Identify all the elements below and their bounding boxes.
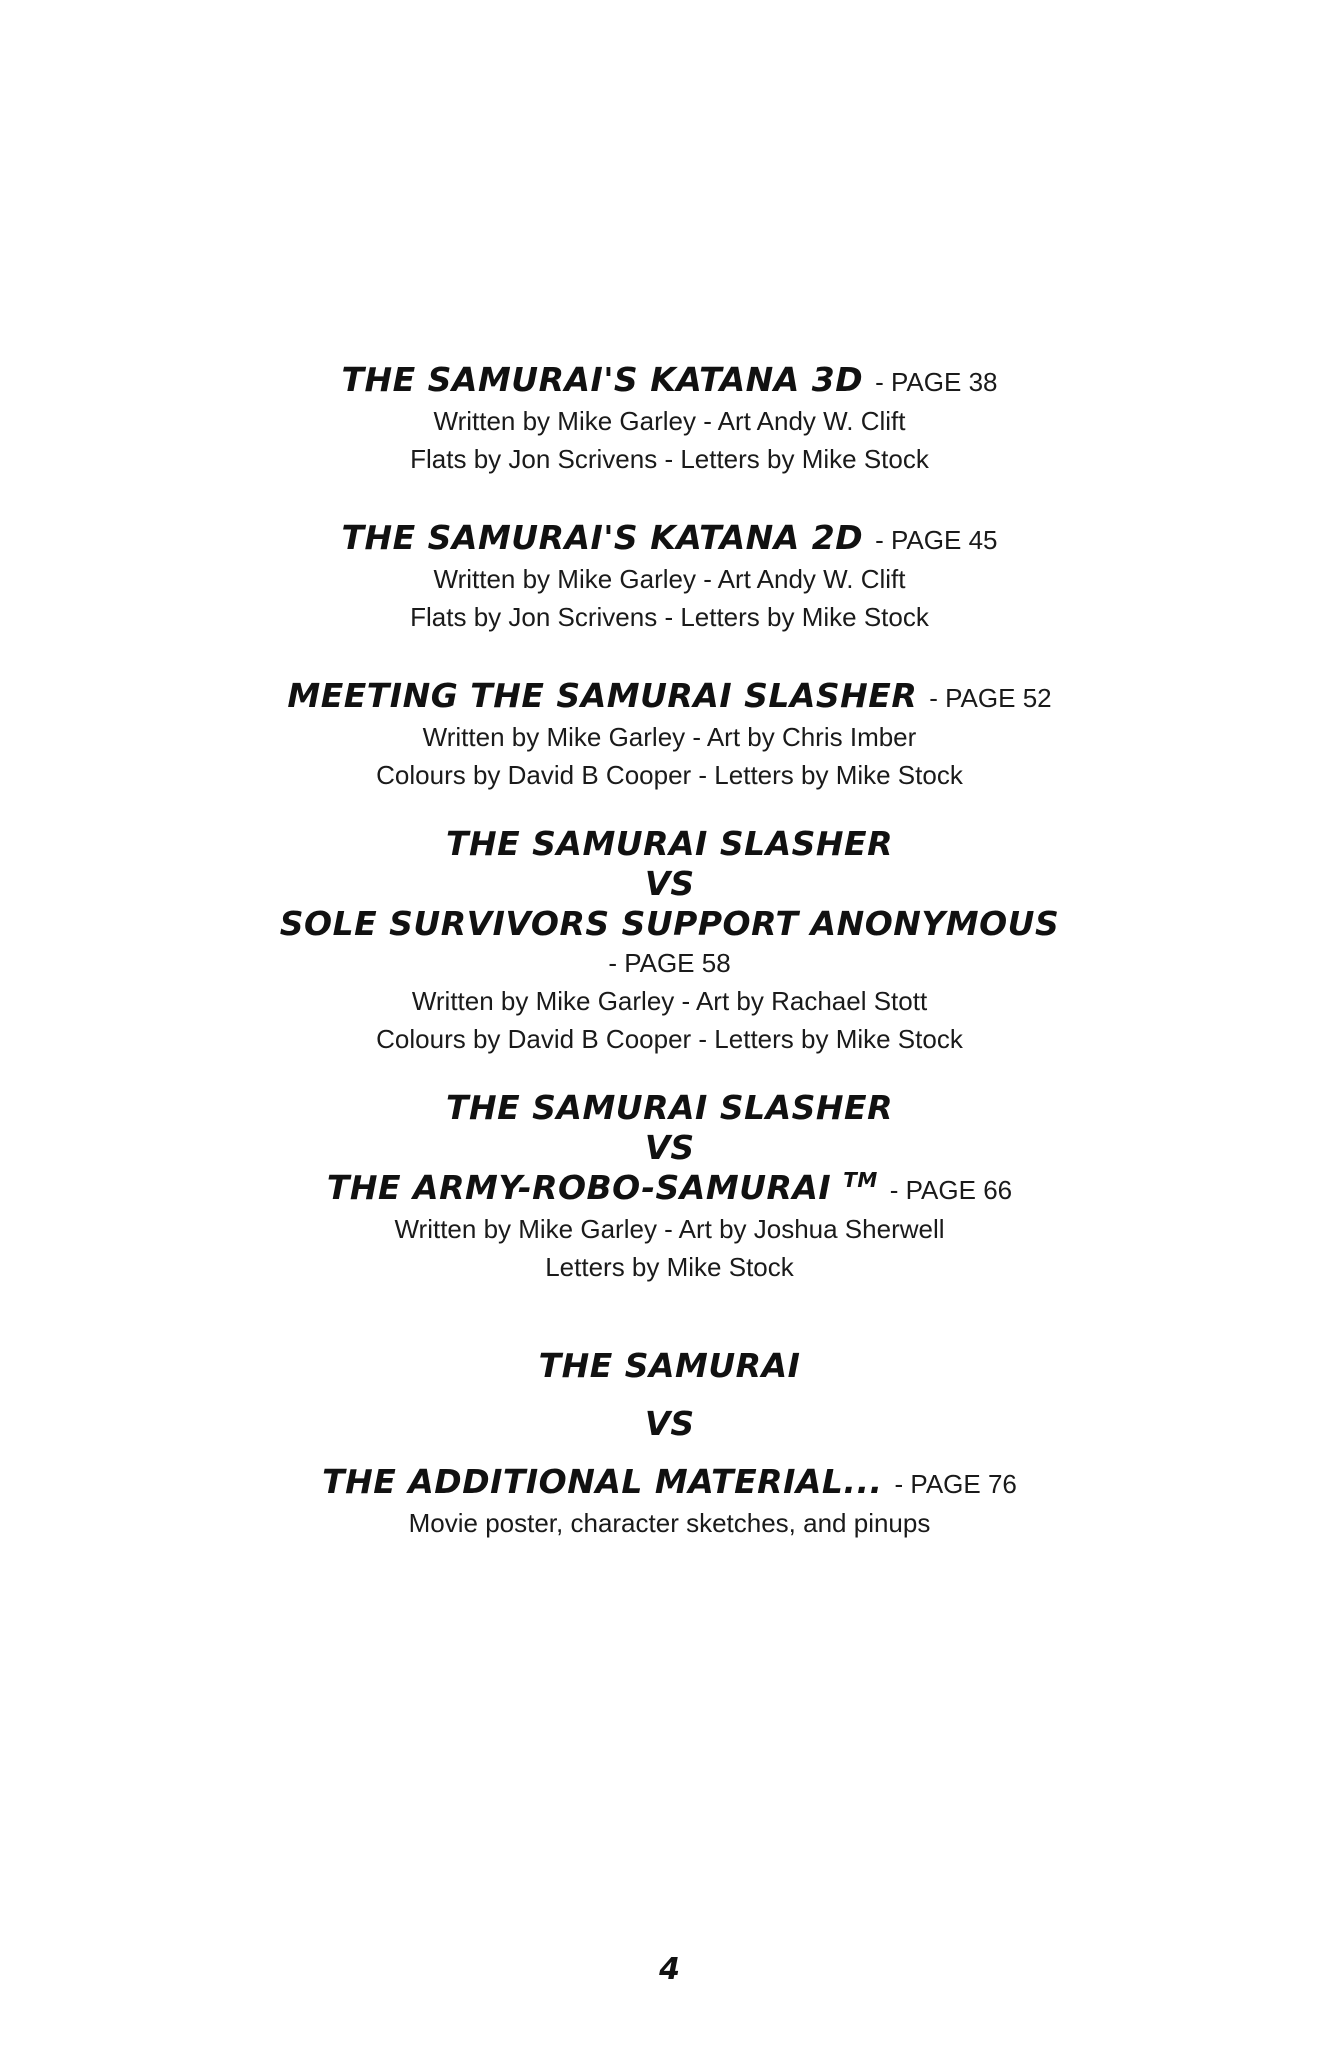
entry-title-line (0, 676, 1339, 718)
entry-credit: Movie poster, character sketches, and pinups (408, 1508, 931, 1538)
entry-credit: Colours by David B Cooper - Letters by Mike Stock (376, 760, 963, 790)
entry-page-ref: - PAGE 38 (875, 367, 998, 397)
entry-title-top: THE SAMURAI SLASHER (446, 824, 893, 863)
entry-page-ref: - PAGE 52 (929, 683, 1052, 713)
entry-title-line (0, 360, 1339, 402)
entry-vs: VS (644, 1404, 695, 1443)
trademark-symbol: TM (843, 1168, 878, 1192)
entry-page-ref: - PAGE 58 (608, 948, 731, 978)
entry-title-bottom: THE ADDITIONAL MATERIAL... (322, 1462, 883, 1501)
entry-title: THE SAMURAI'S KATANA 3D (341, 360, 864, 399)
entry-page-ref: - PAGE 76 (894, 1469, 1017, 1499)
entry-credit: Written by Mike Garley - Art Andy W. Clift (433, 406, 906, 436)
entry-page-ref: - PAGE 45 (875, 525, 998, 555)
entry-credit: Written by Mike Garley - Art by Rachael Stott (411, 986, 928, 1016)
toc-entry (0, 1088, 1339, 1286)
page-number: 4 (659, 1952, 680, 1987)
table-of-contents (0, 360, 1339, 1542)
toc-entry (0, 1346, 1339, 1542)
entry-vs: VS (644, 864, 695, 903)
entry-credit: Written by Mike Garley - Art by Joshua Sherwell (394, 1214, 945, 1244)
entry-title-top: THE SAMURAI (538, 1346, 801, 1385)
entry-page-ref: - PAGE 66 (889, 1175, 1013, 1205)
toc-entry (0, 518, 1339, 636)
entry-credit: Letters by Mike Stock (545, 1252, 794, 1282)
entry-credit: Colours by David B Cooper - Letters by Mike Stock (376, 1024, 963, 1054)
entry-title: THE SAMURAI'S KATANA 2D (341, 518, 864, 557)
entry-title-bottom: SOLE SURVIVORS SUPPORT ANONYMOUS (279, 904, 1060, 943)
entry-title-line (0, 1462, 1339, 1504)
toc-entry (0, 360, 1339, 478)
entry-title-top: THE SAMURAI SLASHER (446, 1088, 893, 1127)
toc-entry (0, 824, 1339, 1058)
entry-title-line (0, 1168, 1339, 1210)
entry-credit: Written by Mike Garley - Art Andy W. Clift (433, 564, 906, 594)
entry-vs: VS (644, 1128, 695, 1167)
entry-credit: Written by Mike Garley - Art by Chris Imber (422, 722, 917, 752)
entry-credit: Flats by Jon Scrivens - Letters by Mike Stock (410, 444, 929, 474)
entry-title: MEETING THE SAMURAI SLASHER (287, 676, 918, 715)
entry-title-line (0, 518, 1339, 560)
entry-credit: Flats by Jon Scrivens - Letters by Mike Stock (410, 602, 929, 632)
entry-title-bottom: THE ARMY-ROBO-SAMURAI (326, 1168, 832, 1207)
toc-entry (0, 676, 1339, 794)
